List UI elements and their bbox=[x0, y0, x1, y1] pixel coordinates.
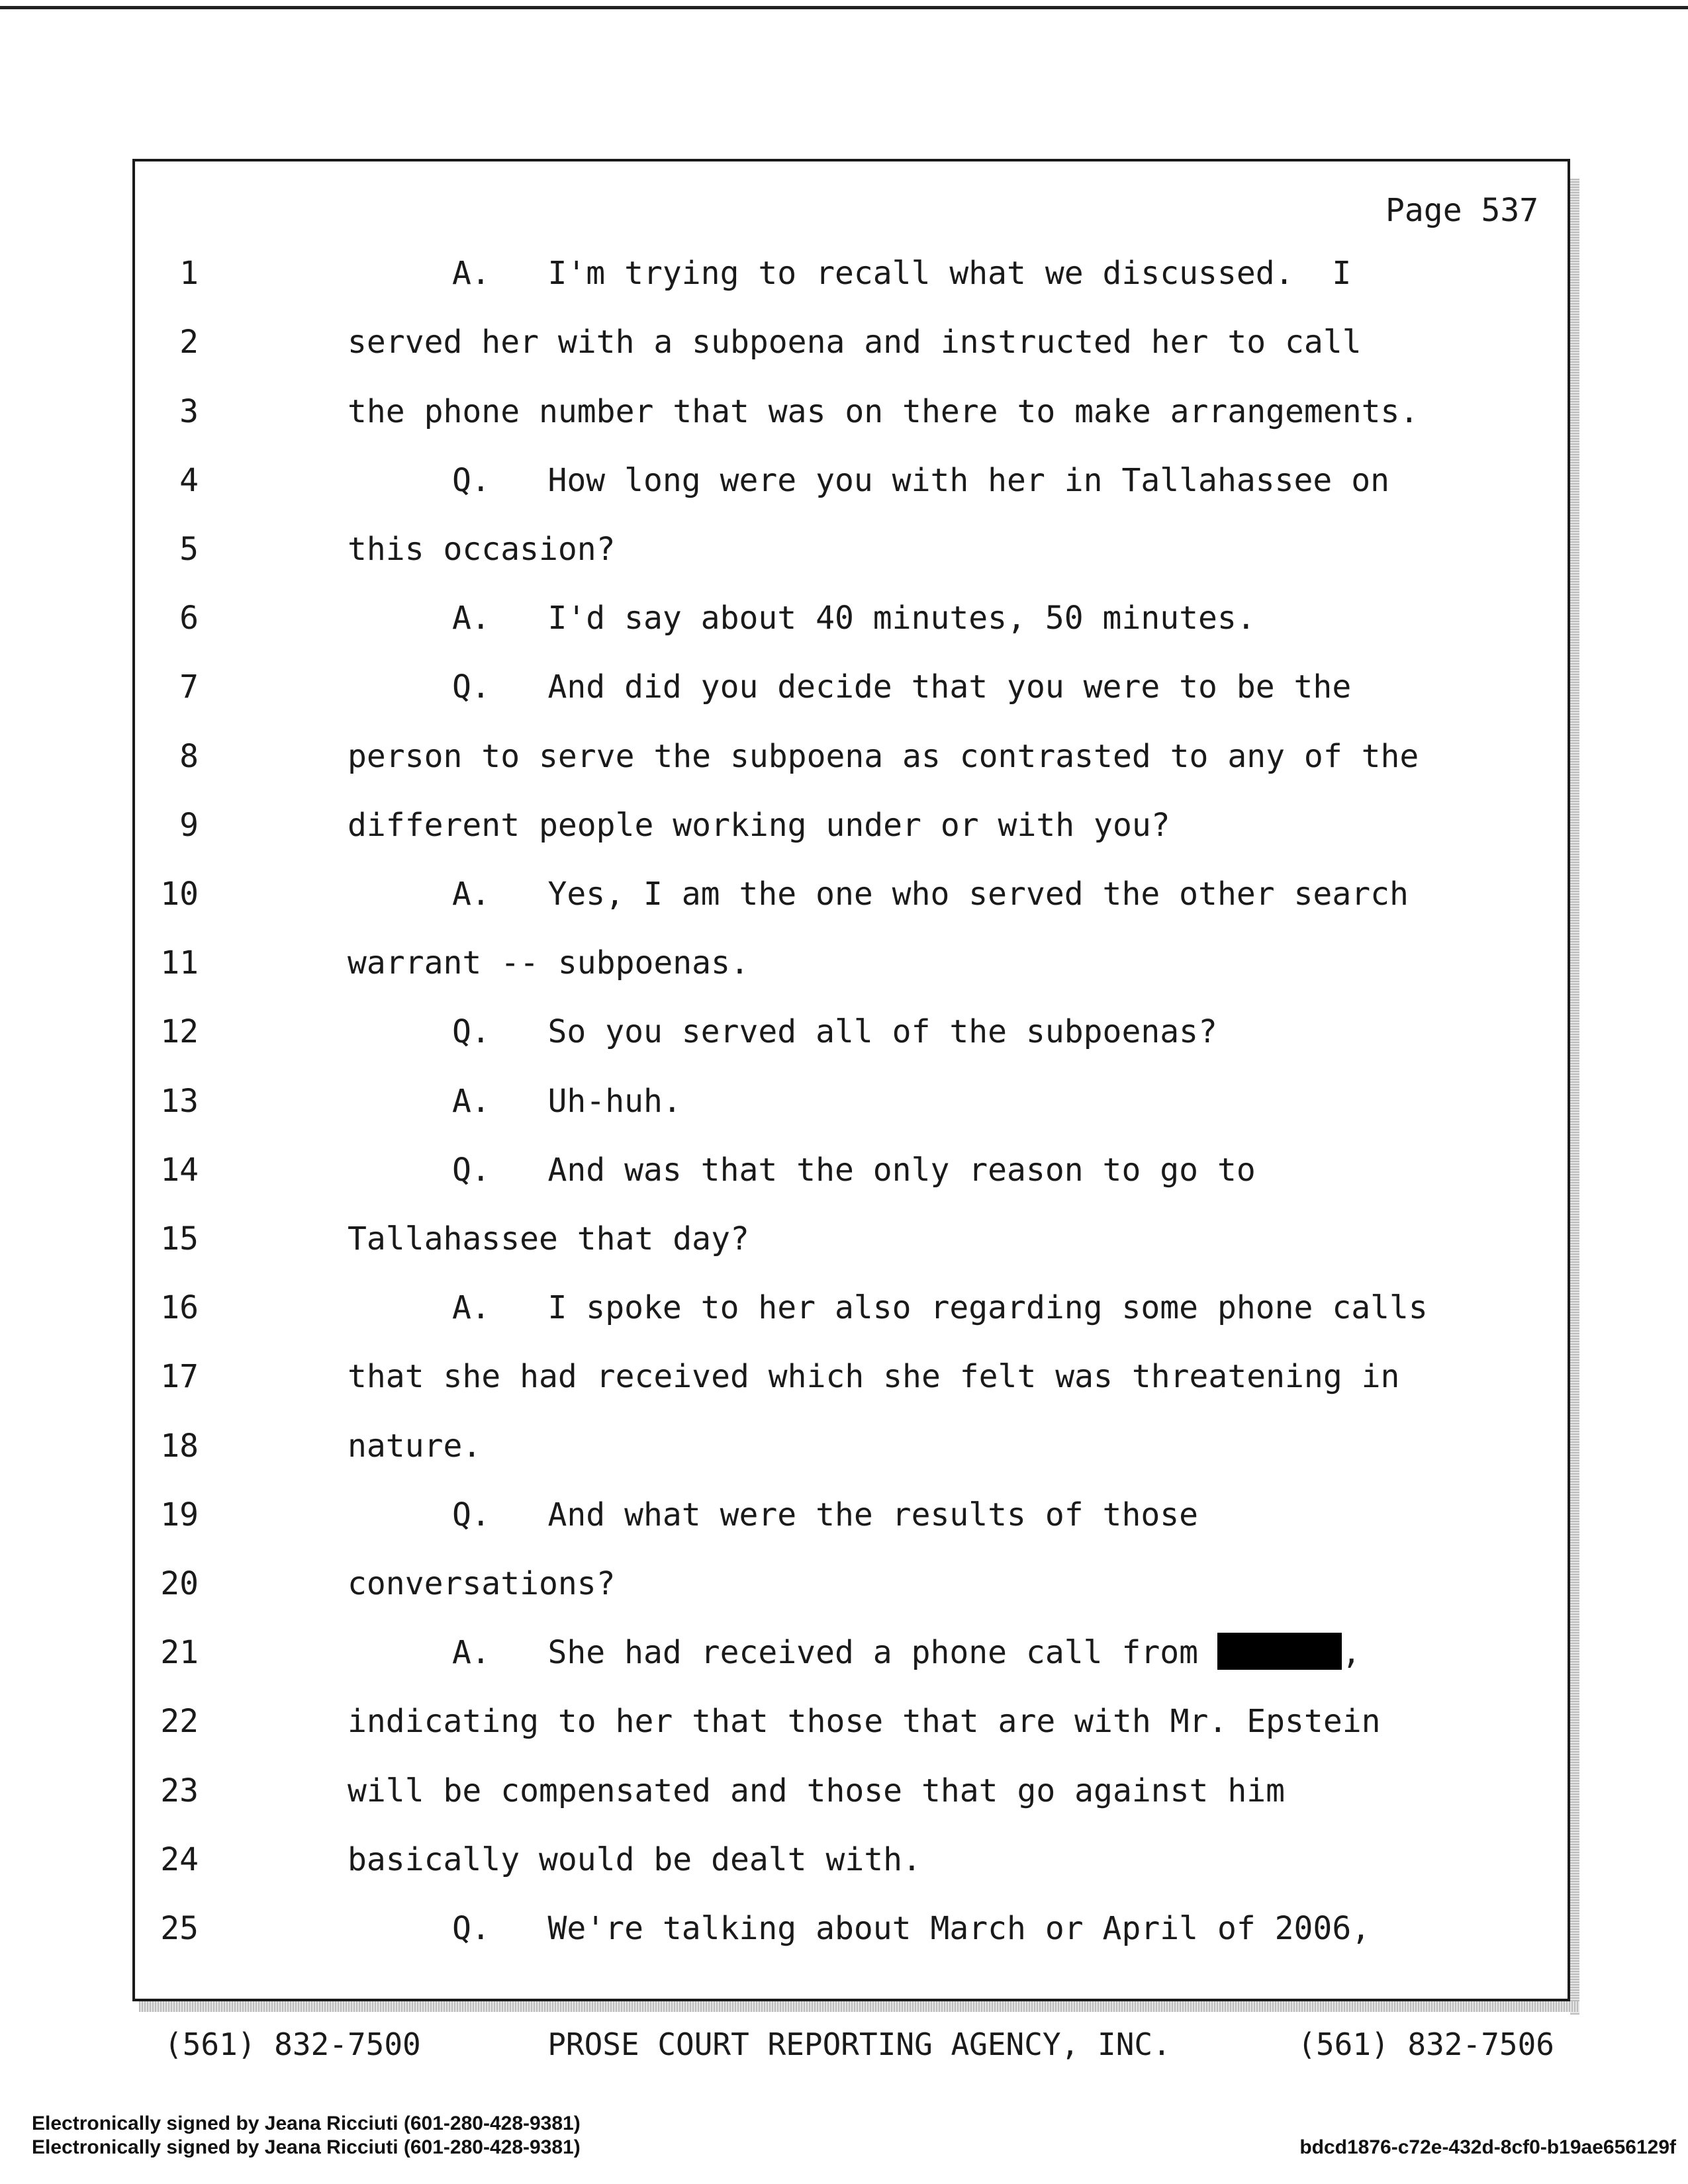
line-text: Q. And was that the only reason to go to bbox=[452, 1152, 1256, 1189]
line-text: Tallahassee that day? bbox=[348, 1220, 749, 1257]
line-number: 22 bbox=[160, 1703, 199, 1740]
top-scan-rule bbox=[0, 0, 1688, 9]
line-text: A. She had received a phone call from bbox=[452, 1634, 1199, 1671]
line-text: indicating to her that those that are with Mr. Epstein bbox=[348, 1703, 1381, 1740]
line-number: 7 bbox=[179, 668, 199, 705]
line-text: conversations? bbox=[348, 1565, 616, 1602]
page-footer bbox=[164, 2026, 1554, 2062]
e-signature-line: Electronically signed by Jeana Ricciuti (601-280-428-9381) bbox=[32, 2136, 581, 2158]
footer-phone-left: (561) 832-7500 bbox=[164, 2026, 421, 2062]
line-text: person to serve the subpoena as contrasted to any of the bbox=[348, 738, 1419, 775]
document-hash: bdcd1876-c72e-432d-8cf0-b19ae656129f bbox=[1299, 2136, 1676, 2158]
page-number: Page 537 bbox=[1385, 192, 1539, 229]
line-text: Q. So you served all of the subpoenas? bbox=[452, 1013, 1217, 1050]
line-number: 6 bbox=[179, 600, 199, 637]
line-text: different people working under or with you? bbox=[348, 807, 1170, 844]
line-21-suffix: , bbox=[1341, 1634, 1361, 1671]
line-number: 1 bbox=[179, 255, 199, 292]
line-text: the phone number that was on there to make arrangements. bbox=[348, 393, 1419, 430]
line-text: Q. How long were you with her in Tallahassee on bbox=[452, 462, 1390, 499]
line-text: A. Uh-huh. bbox=[452, 1083, 682, 1120]
line-number: 13 bbox=[160, 1083, 199, 1120]
line-number: 23 bbox=[160, 1772, 199, 1809]
line-text: Q. We're talking about March or April of 2006, bbox=[452, 1910, 1371, 1947]
line-number: 25 bbox=[160, 1910, 199, 1947]
line-number: 10 bbox=[160, 876, 199, 913]
line-number: 9 bbox=[179, 807, 199, 844]
frame-shadow-bottom bbox=[139, 2001, 1579, 2012]
line-text: served her with a subpoena and instructed her to call bbox=[348, 324, 1362, 361]
redaction-block bbox=[1217, 1633, 1342, 1670]
line-text: A. I'd say about 40 minutes, 50 minutes. bbox=[452, 600, 1256, 637]
line-number: 19 bbox=[160, 1496, 199, 1533]
line-text: A. Yes, I am the one who served the other search bbox=[452, 876, 1409, 913]
line-number: 2 bbox=[179, 324, 199, 361]
line-21-row bbox=[452, 1633, 1630, 1672]
line-number: 20 bbox=[160, 1565, 199, 1602]
line-text: A. I'm trying to recall what we discussed. I bbox=[452, 255, 1352, 292]
footer-agency: PROSE COURT REPORTING AGENCY, INC. bbox=[547, 2026, 1171, 2062]
line-text: Q. And did you decide that you were to be the bbox=[452, 668, 1352, 705]
line-number: 8 bbox=[179, 738, 199, 775]
line-number: 11 bbox=[160, 944, 199, 981]
line-number: 4 bbox=[179, 462, 199, 499]
line-number: 15 bbox=[160, 1220, 199, 1257]
line-text: Q. And what were the results of those bbox=[452, 1496, 1199, 1533]
line-text: basically would be dealt with. bbox=[348, 1841, 921, 1878]
line-text: warrant -- subpoenas. bbox=[348, 944, 749, 981]
line-number: 12 bbox=[160, 1013, 199, 1050]
line-number: 24 bbox=[160, 1841, 199, 1878]
line-number: 3 bbox=[179, 393, 199, 430]
line-number: 17 bbox=[160, 1358, 199, 1395]
line-number: 16 bbox=[160, 1289, 199, 1326]
line-number: 21 bbox=[160, 1634, 199, 1671]
line-text: A. I spoke to her also regarding some phone calls bbox=[452, 1289, 1428, 1326]
line-text: that she had received which she felt was threatening in bbox=[348, 1358, 1400, 1395]
e-signature-line: Electronically signed by Jeana Ricciuti (601-280-428-9381) bbox=[32, 2113, 581, 2134]
line-number: 5 bbox=[179, 531, 199, 568]
line-text: nature. bbox=[348, 1428, 482, 1465]
line-number: 18 bbox=[160, 1428, 199, 1465]
line-text: will be compensated and those that go against him bbox=[348, 1772, 1286, 1809]
footer-phone-right: (561) 832-7506 bbox=[1297, 2026, 1554, 2062]
line-number: 14 bbox=[160, 1152, 199, 1189]
line-text: this occasion? bbox=[348, 531, 616, 568]
